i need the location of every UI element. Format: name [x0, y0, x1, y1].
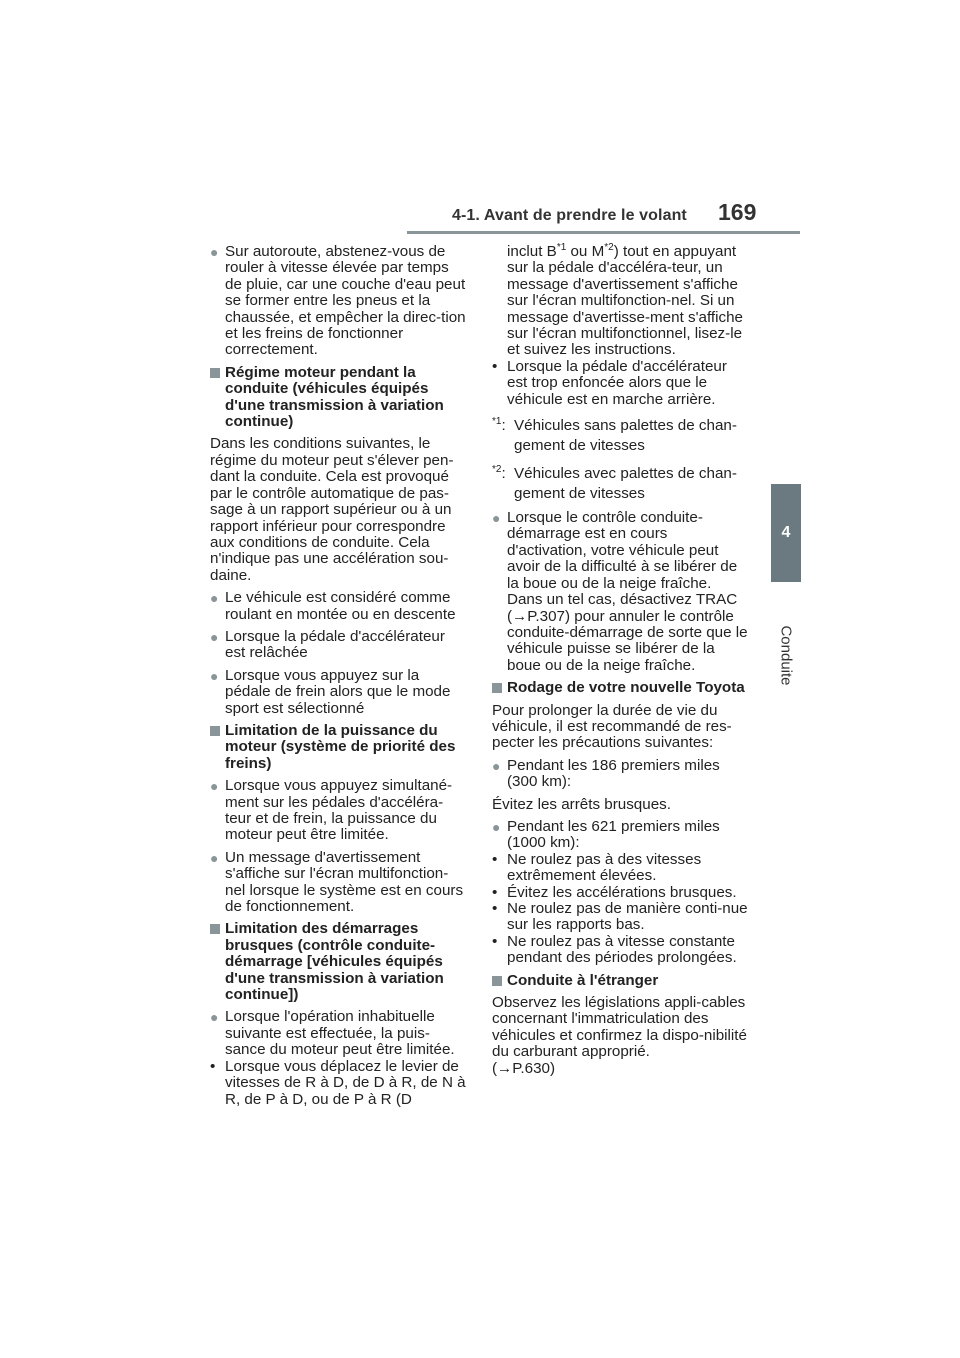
paragraph: Évitez les arrêts brusques. — [492, 795, 671, 813]
square-bullet-icon — [492, 683, 502, 693]
bullet-icon: ● — [210, 244, 219, 260]
left-column — [210, 244, 468, 1108]
bullet-item: ● Pendant les 621 premiers miles (1000 km): — [492, 817, 720, 852]
bullet-item: ● Lorsque l'opération inhabituelle suivante est effectuée, la puis-sance du moteur peut être limitée. — [210, 1008, 455, 1059]
dash-bullet-icon: • — [210, 1057, 216, 1075]
bullet-item: ● Le véhicule est considéré comme roulant en montée ou en descente — [210, 589, 456, 623]
paragraph: Pour prolonger la durée de vie du véhicule, il est recommandé de res-pecter les précautions suivantes: — [492, 701, 732, 752]
footnote: $^{*1}$: Véhicules sans palettes de chan-gement de vitesses — [492, 416, 737, 455]
dash-bullet-icon: • — [492, 850, 498, 868]
chapter-label: Conduite — [777, 624, 795, 686]
page-number: 169 — [718, 199, 757, 225]
bullet-item: ● Lorsque le contrôle conduite-démarrage est en cours d'activation, votre véhicule peut avoir de la difficulté à se libérer de la boue ou de la neige fraîche. Dans un tel cas, désactivez TRAC (→P.307) pour annuler le contrôle conduite-démarrage de sorte que le véhicule puisse se libérer de la boue ou de la neige fraîche. — [492, 509, 748, 674]
dash-item-continued: inclut $B^{*1}$ ou $M^{*2}$) tout en appuyant sur la pédale d'accéléra-teur, un message d'avertissement s'affiche sur l'écran multifonction-nel. Si un message d'avertisse-ment s'affiche sur l'écran multifonctionnel, lisez-le et suivez les instructions. — [507, 241, 743, 359]
page-reference: (→P.307) — [507, 607, 571, 625]
dash-bullet-icon: • — [492, 883, 498, 901]
paragraph: Observez les législations appli-cables concernant l'immatriculation des véhicules et confirmez la dispo-nibilité du carburant approprié. (→P.630) — [492, 994, 747, 1077]
bullet-icon: ● — [210, 778, 219, 795]
dash-bullet-icon: • — [492, 357, 498, 375]
section-heading: Régime moteur pendant la conduite (véhicules équipés d'une transmission à variation continue) — [210, 365, 468, 431]
bullet-item: ● Lorsque vous appuyez simultané-ment sur les pédales d'accéléra-teur et de frein, la puissance du moteur peut être limitée. — [210, 777, 453, 844]
bullet-item: ● Un message d'avertissement s'affiche sur l'écran multifonction-nel lorsque le système est en cours de fonctionnement. — [210, 848, 464, 916]
bullet-icon: ● — [210, 849, 219, 866]
dash-item: • Lorsque la pédale d'accélérateur est trop enfoncée alors que le véhicule est en marche arrière. — [492, 357, 727, 408]
dash-item: • Évitez les accélérations brusques. — [492, 883, 737, 901]
dash-item: • Ne roulez pas de manière conti-nue sur les rapports bas. — [492, 900, 748, 934]
footnote: $^{*2}$: Véhicules avec palettes de chan-gement de vitesses — [492, 464, 737, 503]
page-reference: (→P.630) — [492, 1059, 556, 1077]
paragraph: Dans les conditions suivantes, le régime du moteur peut s'élever pen-dant la conduite. Cela est provoqué par le contrôle automatique de pas-sage à un rapport supérieur ou à un rapport inférieur pour correspondre aux conditions de conduite. Cela n'indique pas une accélération sou-daine. — [210, 435, 454, 584]
bullet-icon: ● — [210, 667, 219, 684]
bullet-icon: ● — [210, 628, 219, 645]
square-bullet-icon — [210, 368, 220, 378]
bullet-icon: ● — [210, 590, 219, 607]
dash-bullet-icon: • — [492, 900, 498, 917]
dash-bullet-icon: • — [492, 932, 498, 950]
bullet-item: ● Lorsque la pédale d'accélérateur est relâchée — [210, 627, 445, 662]
bullet-item: ● Pendant les 186 premiers miles (300 km): — [492, 756, 720, 791]
bullet-icon: ● — [492, 757, 501, 774]
bullet-icon: ● — [492, 510, 501, 527]
square-bullet-icon — [492, 976, 502, 986]
bullet-icon: ● — [210, 1009, 219, 1026]
section-title: 4-1. Avant de prendre le volant — [452, 207, 687, 224]
right-column — [492, 241, 750, 1077]
dash-item: • Ne roulez pas à des vitesses extrêmement élevées. — [492, 850, 702, 885]
section-heading: Conduite à l'étranger — [492, 973, 750, 989]
section-heading: Limitation de la puissance du moteur (système de priorité des freins) — [210, 723, 468, 772]
section-heading: Limitation des démarrages brusques (contrôle conduite-démarrage [véhicules équipés d'une transmission à variation continue]) — [210, 921, 468, 1003]
dash-item: • Ne roulez pas à vitesse constante pendant des périodes prolongées. — [492, 932, 737, 967]
bullet-icon: ● — [492, 818, 501, 835]
header-rule — [407, 231, 800, 234]
square-bullet-icon — [210, 726, 220, 736]
chapter-tab — [771, 484, 801, 582]
chapter-number: 4 — [781, 524, 791, 541]
bullet-item: ● Sur autoroute, abstenez-vous de rouler à vitesse élevée par temps de pluie, car une couche d'eau peut se former entre les pneus et la chaussée, et empêcher la direc-tion et les freins de fonctionner correctement. — [210, 243, 466, 359]
chapter-label-box — [770, 612, 802, 698]
section-heading: Rodage de votre nouvelle Toyota — [492, 680, 750, 696]
dash-item: • Lorsque vous déplacez le levier de vitesses de R à D, de D à R, de N à R, de P à D, ou de P à R (D — [210, 1057, 466, 1108]
square-bullet-icon — [210, 924, 220, 934]
bullet-item: ● Lorsque vous appuyez sur la pédale de frein alors que le mode sport est sélectionné — [210, 666, 451, 717]
